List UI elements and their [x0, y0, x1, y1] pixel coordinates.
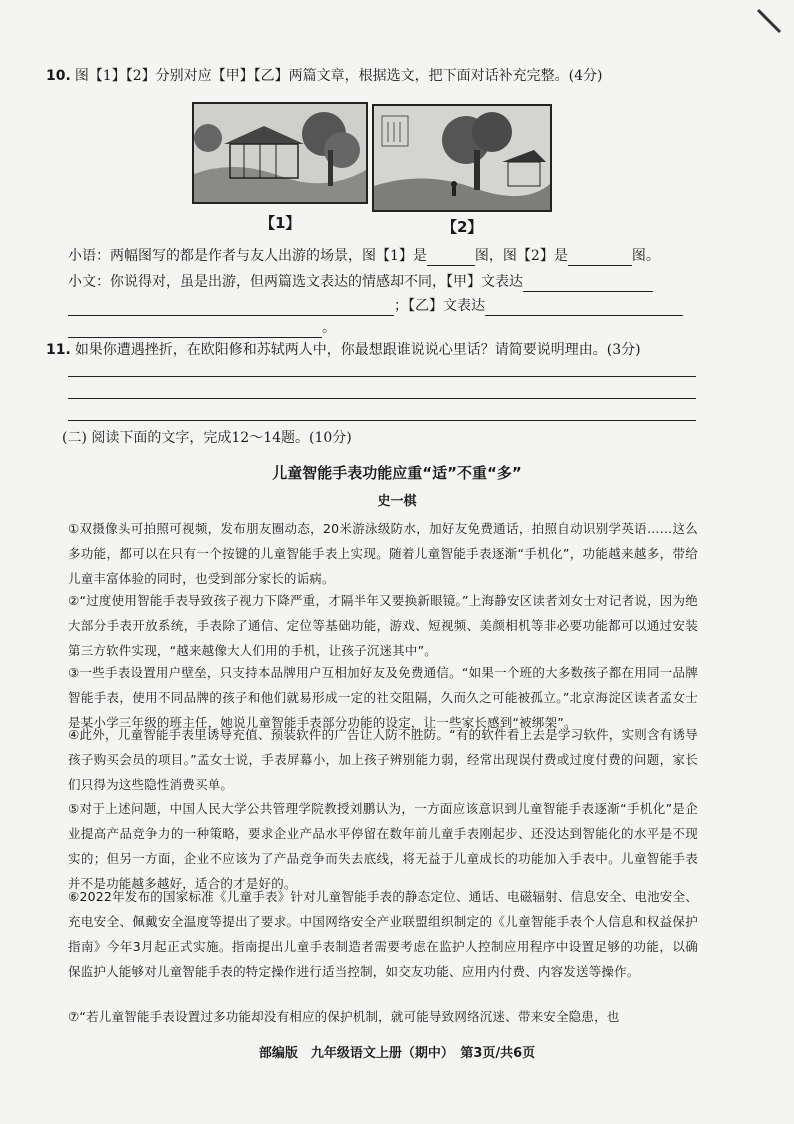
dialog-line-3 — [68, 296, 683, 316]
answer-line[interactable] — [68, 398, 696, 399]
paragraph-5: ⑤对于上述问题，中国人民大学公共管理学院教授刘鹏认为，一方面应该意识到儿童智能手表逐渐“手机化”是企业提高产品竞争力的一种策略，要求企业产品水平停留在数年前儿童手表刚起步、还没达到智能化的水平是不现实的；但另一方面，企业不应该为了产品竞争而失去底线，将无益于儿童成长的功能加入手表中。儿童智能手表并不是功能越多越好，适合的才是好的。 — [68, 801, 698, 891]
ink-painting-garden-icon — [374, 106, 550, 210]
figure-1-caption: 【1】 — [260, 214, 301, 232]
figure-2-caption: 【2】 — [442, 218, 483, 236]
figure-2-image — [372, 104, 552, 212]
page-footer: 部编版 九年级语文上册（期中） 第3页/共6页 — [258, 1046, 536, 1061]
ink-painting-pavilion-icon — [194, 104, 366, 202]
dialog-text: 。 — [322, 320, 336, 336]
question-text: 图【1】【2】分别对应【甲】【乙】两篇文章，根据选文，把下面对话补充完整。(4分) — [74, 68, 603, 84]
question-11 — [46, 340, 641, 360]
paragraph-3: ③一些手表设置用户壁垒，只支持本品牌用户互相加好友及免费通信。“如果一个班的大多数孩子都在用同一品牌智能手表，使用不同品牌的孩子和他们就易形成一定的社交阻隔，久而久之可能被孤立。”北京海淀区读者孟女士是某小学三年级的班主任，她说儿童智能手表部分功能的设定，让一些家长感到“被绑架”。 — [68, 665, 698, 730]
dialog-text: 图。 — [631, 248, 660, 264]
answer-blank[interactable] — [523, 275, 653, 292]
dialog-text: 小文：你说得对，虽是出游，但两篇选文表达的情感却不同，【甲】文表达 — [68, 274, 523, 290]
dialog-text: 图，图【2】是 — [474, 248, 568, 264]
answer-blank[interactable] — [485, 299, 683, 316]
dialog-line-1 — [68, 246, 660, 266]
paragraph-2: ②“过度使用智能手表导致孩子视力下降严重，才隔半年又要换新眼镜。”上海静安区读者刘女士对记者说，因为绝大部分手表开放系统，手表除了通信、定位等基础功能，游戏、短视频、美颜相机等非必要功能都可以通过安装第三方软件实现，“越来越像大人们用的手机，让孩子沉迷其中”。 — [68, 593, 698, 658]
question-number: 11. — [46, 342, 71, 358]
dialog-text: ；【乙】文表达 — [394, 298, 485, 314]
answer-line[interactable] — [68, 376, 696, 377]
article-author: 史一棋 — [377, 494, 417, 509]
section-heading: (二) 阅读下面的文字，完成12～14题。(10分) — [62, 430, 352, 446]
answer-blank[interactable] — [427, 249, 475, 266]
question-10 — [46, 66, 602, 86]
question-text: 如果你遭遇挫折，在欧阳修和苏轼两人中，你最想跟谁说说心里话？请简要说明理由。(3分) — [74, 342, 641, 358]
question-number: 10. — [46, 68, 71, 84]
corner-mark-icon — [754, 8, 784, 38]
dialog-line-2 — [68, 272, 653, 292]
answer-line[interactable] — [68, 420, 696, 421]
paragraph-1: ①双摄像头可拍照可视频，发布朋友圈动态，20米游泳级防水，加好友免费通话，拍照自动识别学英语……这么多功能，都可以在只有一个按键的儿童智能手表上实现。随着儿童智能手表逐渐“手机化”，功能越来越多，带给儿童丰富体验的同时，也受到部分家长的诟病。 — [68, 521, 698, 586]
answer-blank[interactable] — [568, 249, 632, 266]
paragraph-4: ④此外，儿童智能手表里诱导充值、预装软件的广告让人防不胜防。“有的软件看上去是学习软件，实则含有诱导孩子购买会员的项目。”孟女士说，手表屏幕小，加上孩子辨别能力弱，经常出现误付费或过度付费的问题，家长们只得为这些隐性消费买单。 — [68, 727, 698, 792]
answer-blank[interactable] — [68, 321, 322, 338]
paragraph-6: ⑥2022年发布的国家标准《儿童手表》针对儿童智能手表的静态定位、通话、电磁辐射、信息安全、电池安全、充电安全、佩戴安全温度等提出了要求。中国网络安全产业联盟组织制定的《儿童智能手表个人信息和权益保护指南》今年3月起正式实施。指南提出儿童手表制造者需要考虑在监护人控制应用程序中设置足够的功能，以确保监护人能够对儿童智能手表的特定操作进行适当控制，如交友功能、应用内付费、内容发送等操作。 — [68, 889, 698, 979]
paragraph-7: ⑦“若儿童智能手表设置过多功能却没有相应的保护机制，就可能导致网络沉迷、带来安全隐患，也 — [68, 1009, 620, 1024]
article-title: 儿童智能手表功能应重“适”不重“多” — [272, 464, 522, 482]
dialog-text: 小语：两幅图写的都是作者与友人出游的场景，图【1】是 — [68, 248, 427, 264]
figure-1-image — [192, 102, 368, 204]
dialog-line-4 — [68, 318, 336, 338]
answer-blank[interactable] — [68, 299, 394, 316]
